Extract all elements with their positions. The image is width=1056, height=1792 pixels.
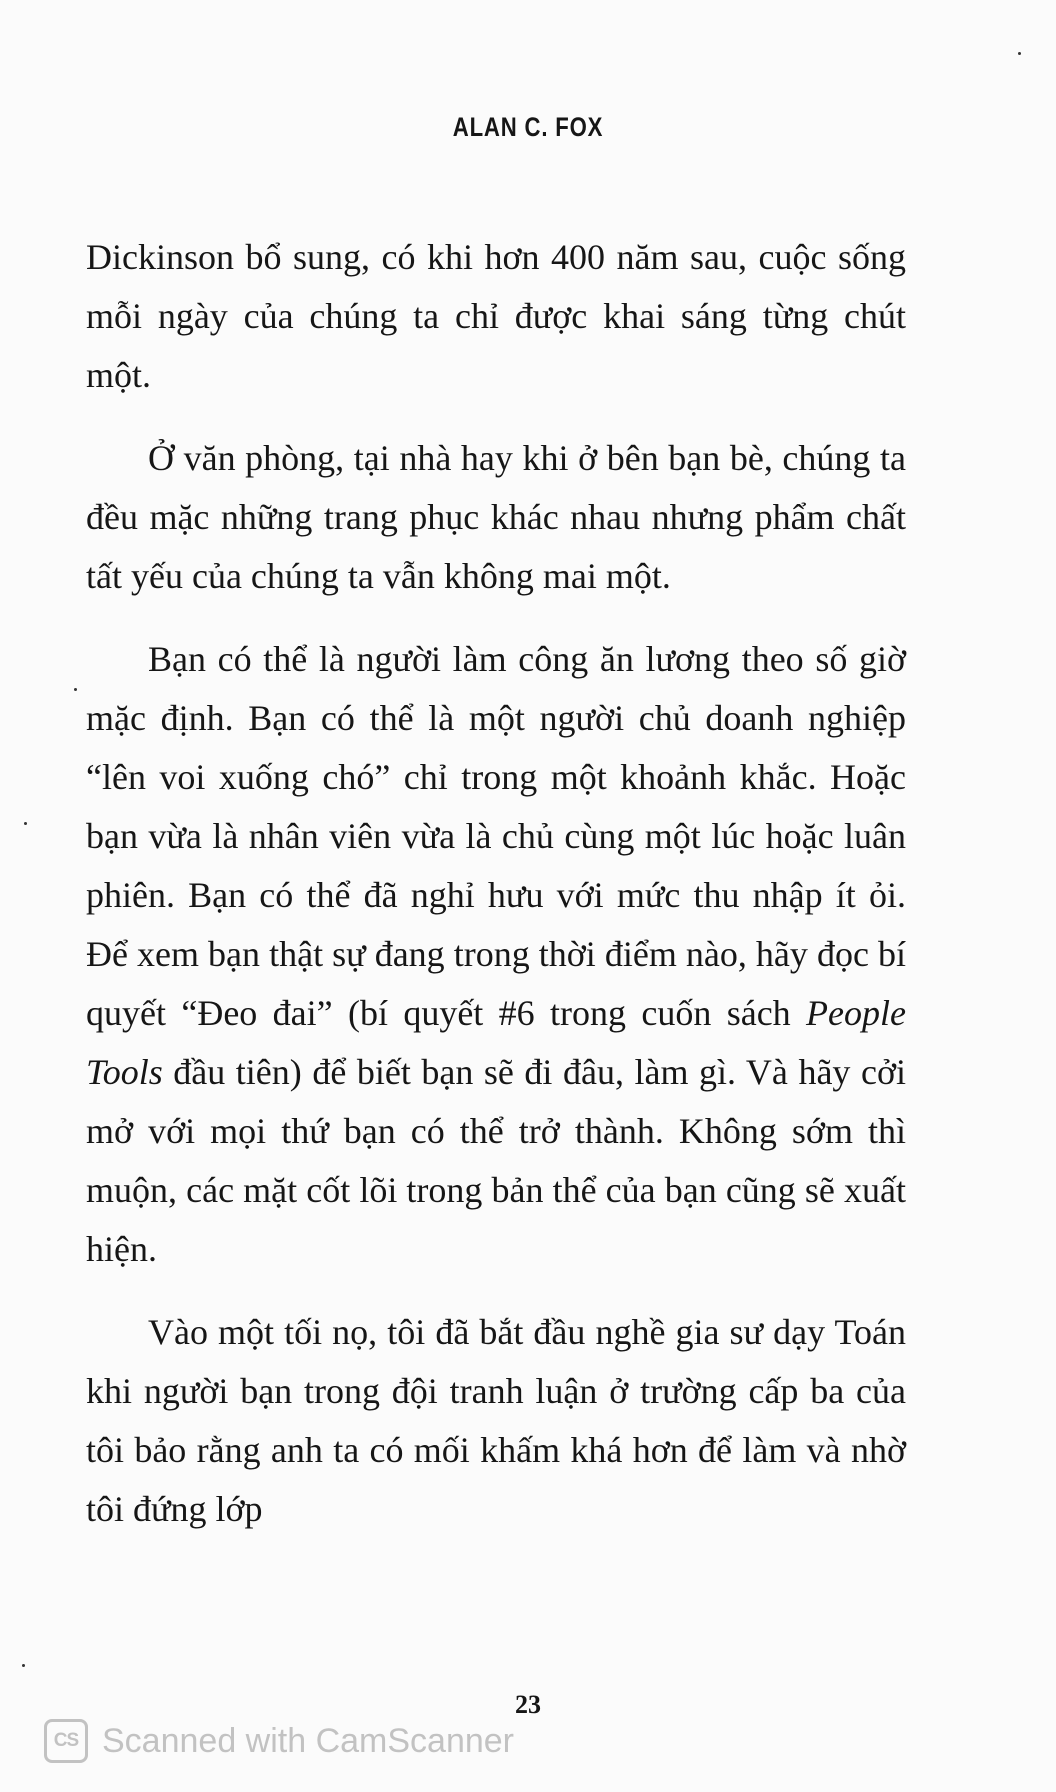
paragraph-3-text-before: Bạn có thể là người làm công ăn lương theo số giờ mặc định. Bạn có thể là một người chủ doanh nghiệp “lên voi xuống chó” chỉ trong một khoảnh khắc. Hoặc bạn vừa là nhân viên vừa là chủ cùng một lúc hoặc luân phiên. Bạn có thể đã nghỉ hưu với mức thu nhập ít ỏi. Để xem bạn thật sự đang trong thời điểm nào, hãy đọc bí quyết “Đeo đai” (bí quyết #6 trong cuốn sách — [86, 639, 906, 1033]
paragraph-3-text-after: đầu tiên) để biết bạn sẽ đi đâu, làm gì. Và hãy cởi mở với mọi thứ bạn có thể trở thành. Không sớm thì muộn, các mặt cốt lõi trong bản thể của bạn cũng sẽ xuất hiện. — [86, 1052, 906, 1269]
running-head: ALAN C. FOX — [452, 112, 604, 142]
paragraph-3 — [86, 630, 906, 1279]
paragraph-4: Vào một tối nọ, tôi đã bắt đầu nghề gia sư dạy Toán khi người bạn trong đội tranh luận ở trường cấp ba của tôi bảo rằng anh ta có mối khấm khá hơn để làm và nhờ tôi đứng lớp — [86, 1312, 906, 1529]
scanner-watermark — [44, 1716, 514, 1766]
scan-speck — [22, 1664, 25, 1667]
paragraph-1: Dickinson bổ sung, có khi hơn 400 năm sau, cuộc sống mỗi ngày của chúng ta chỉ được khai sáng từng chút một. — [86, 237, 906, 395]
watermark-text: Scanned with CamScanner — [102, 1721, 515, 1760]
paragraph-2: Ở văn phòng, tại nhà hay khi ở bên bạn bè, chúng ta đều mặc những trang phục khác nhau nhưng phẩm chất tất yếu của chúng ta vẫn không mai một. — [86, 438, 906, 596]
scan-speck — [24, 822, 27, 825]
body-text — [86, 228, 906, 1563]
page-number: 23 — [515, 1690, 541, 1719]
book-title-italic: People Tools — [86, 993, 906, 1092]
scan-speck — [74, 688, 77, 691]
camscanner-logo-icon: CS — [44, 1719, 88, 1763]
scan-speck — [1018, 52, 1021, 55]
